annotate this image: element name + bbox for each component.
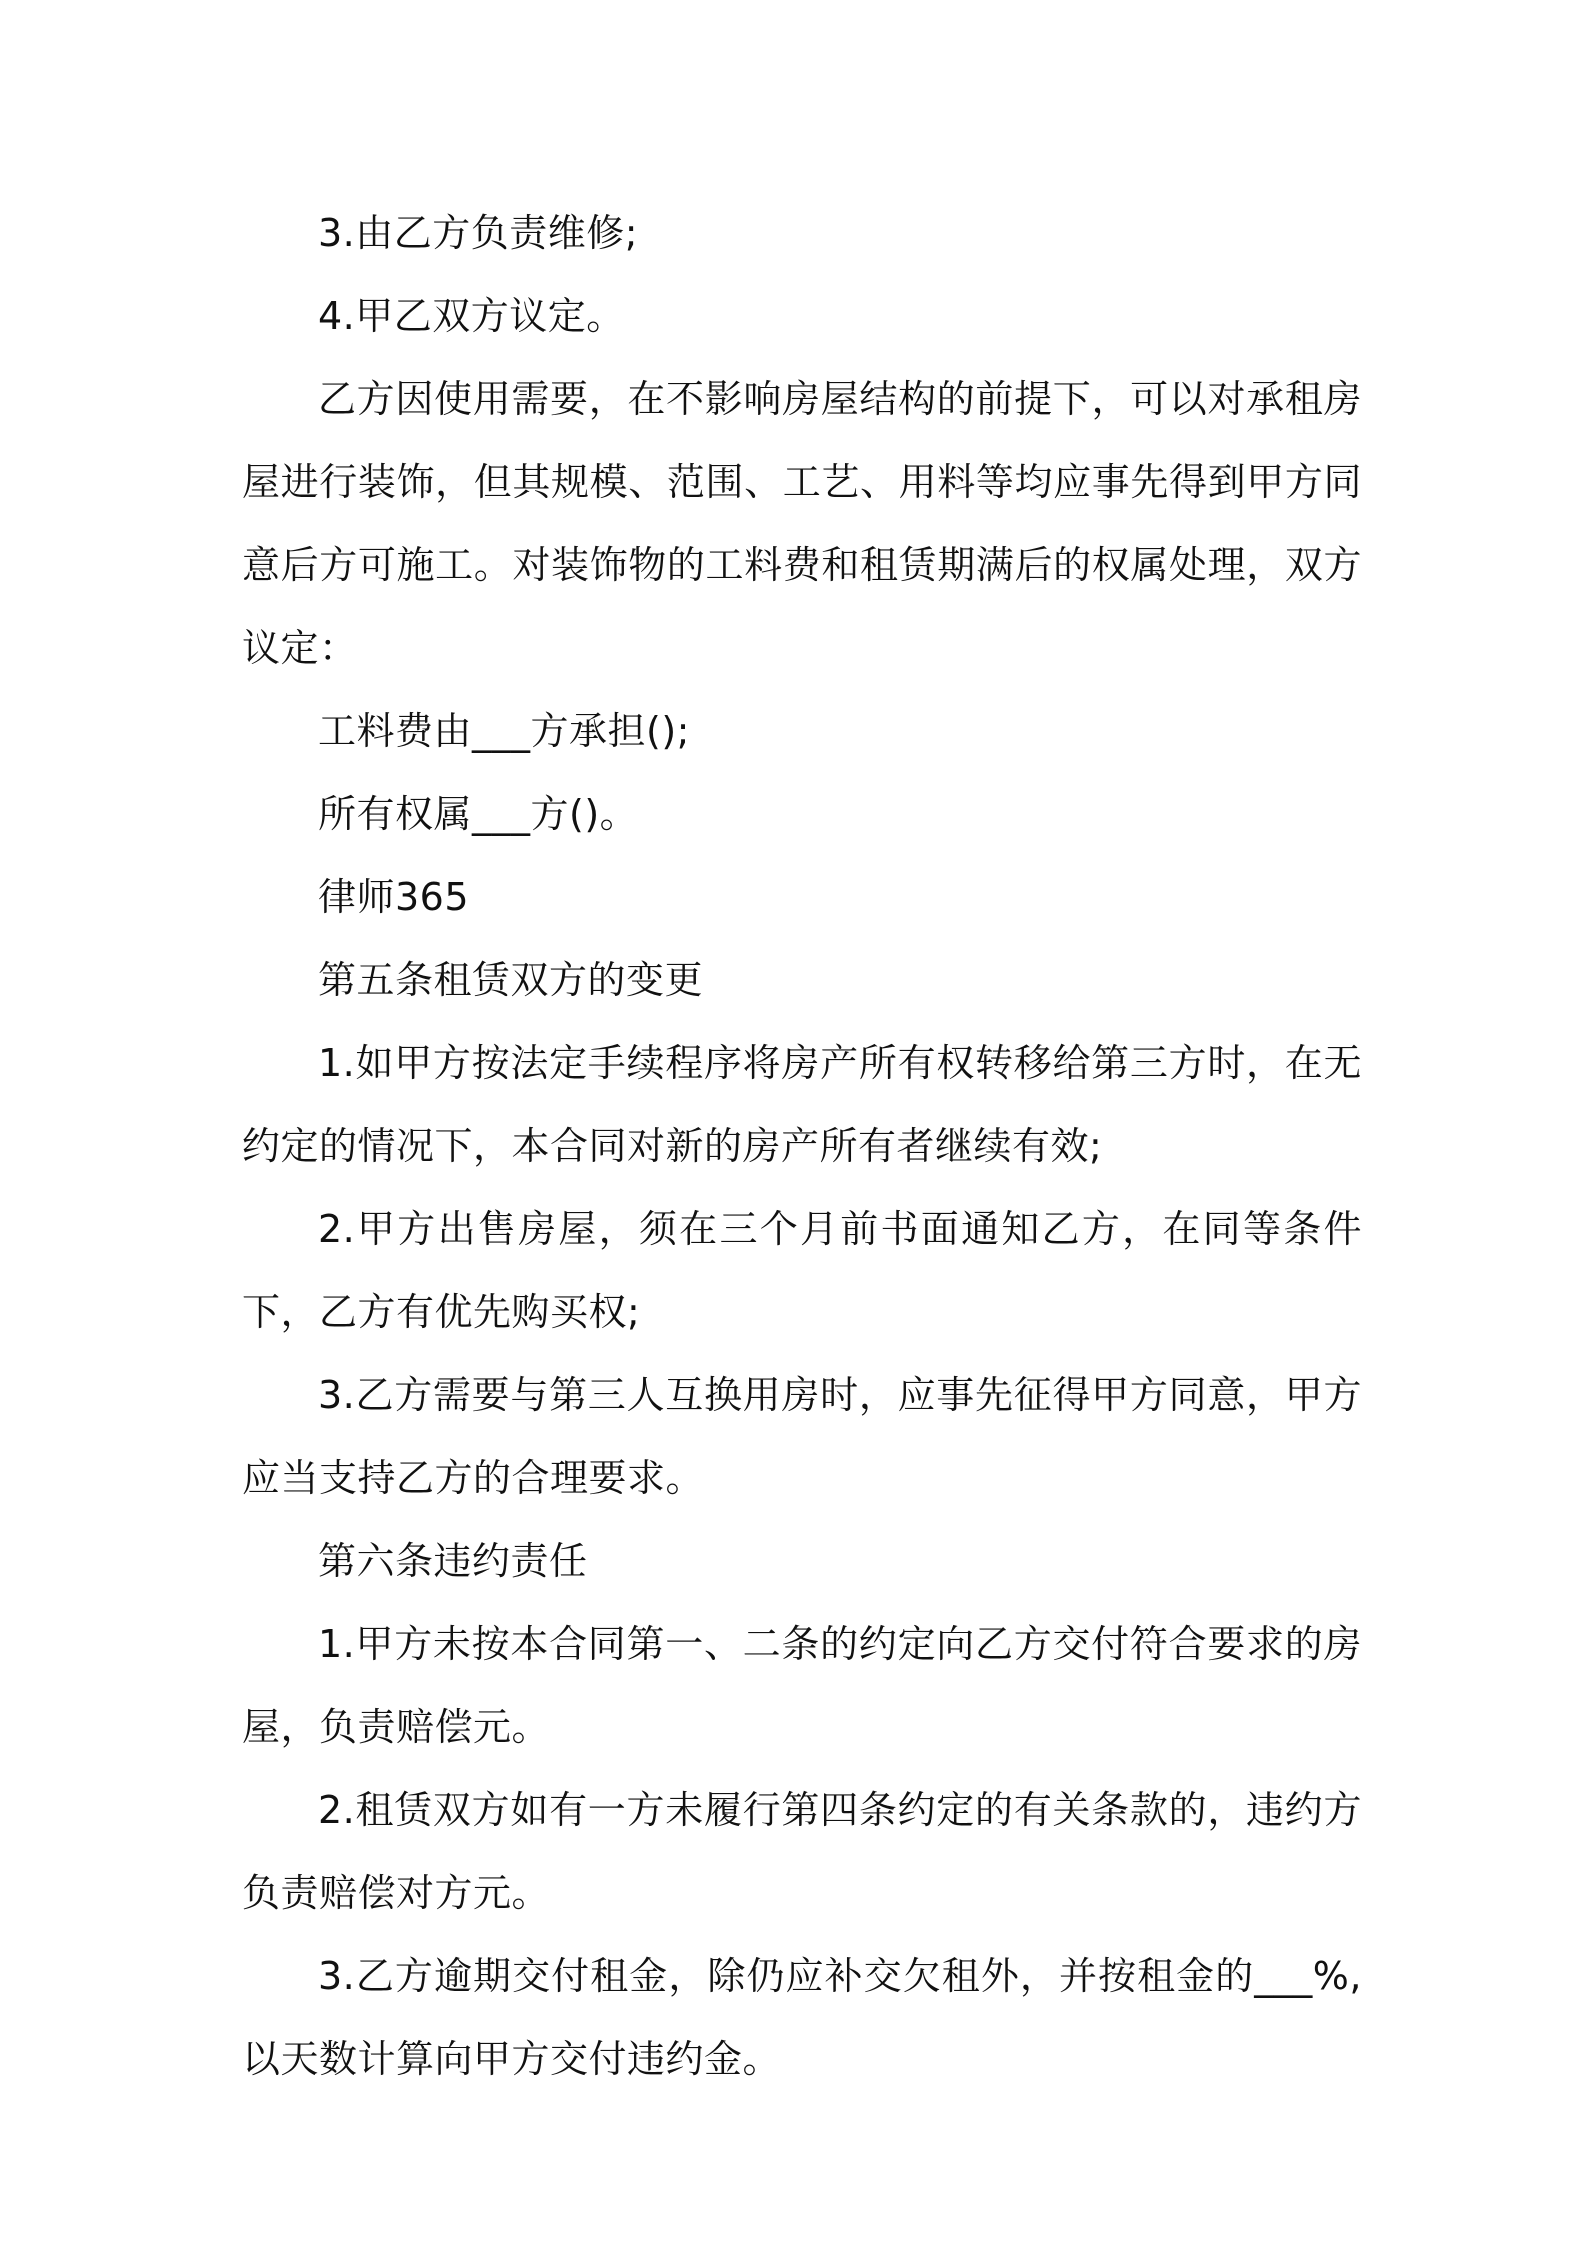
paragraph-mutual-agreement: 4.甲乙双方议定。 xyxy=(318,294,625,338)
article-6-item-1: 1.甲方未按本合同第一、二条的约定向乙方交付符合要求的房屋，负责赔偿元。 xyxy=(242,1622,1362,1749)
article-5-item-3: 3.乙方需要与第三人互换用房时，应事先征得甲方同意，甲方应当支持乙方的合理要求。 xyxy=(242,1373,1362,1500)
article-6-heading: 第六条违约责任 xyxy=(318,1539,588,1583)
article-5-heading: 第五条租赁双方的变更 xyxy=(318,958,704,1002)
paragraph-repair-by-lessee: 3.由乙方负责维修; xyxy=(318,211,639,255)
paragraph-source-note: 律师365 xyxy=(318,875,470,919)
document-body xyxy=(242,192,1362,2101)
paragraph-ownership: 所有权属___方()。 xyxy=(318,792,639,836)
paragraph-material-cost: 工料费由___方承担(); xyxy=(318,709,690,753)
article-6-item-2: 2.租赁双方如有一方未履行第四条约定的有关条款的，违约方负责赔偿对方元。 xyxy=(242,1788,1362,1915)
article-6-item-3: 3.乙方逾期交付租金，除仍应补交欠租外，并按租金的___%,以天数计算向甲方交付违约金。 xyxy=(242,1954,1362,2081)
article-5-item-1: 1.如甲方按法定手续程序将房产所有权转移给第三方时，在无约定的情况下，本合同对新的房产所有者继续有效; xyxy=(242,1041,1362,1168)
paragraph-decoration-terms: 乙方因使用需要，在不影响房屋结构的前提下，可以对承租房屋进行装饰，但其规模、范围、工艺、用料等均应事先得到甲方同意后方可施工。对装饰物的工料费和租赁期满后的权属处理，双方议定： xyxy=(242,377,1362,670)
article-5-item-2: 2.甲方出售房屋，须在三个月前书面通知乙方，在同等条件下，乙方有优先购买权; xyxy=(242,1207,1362,1334)
